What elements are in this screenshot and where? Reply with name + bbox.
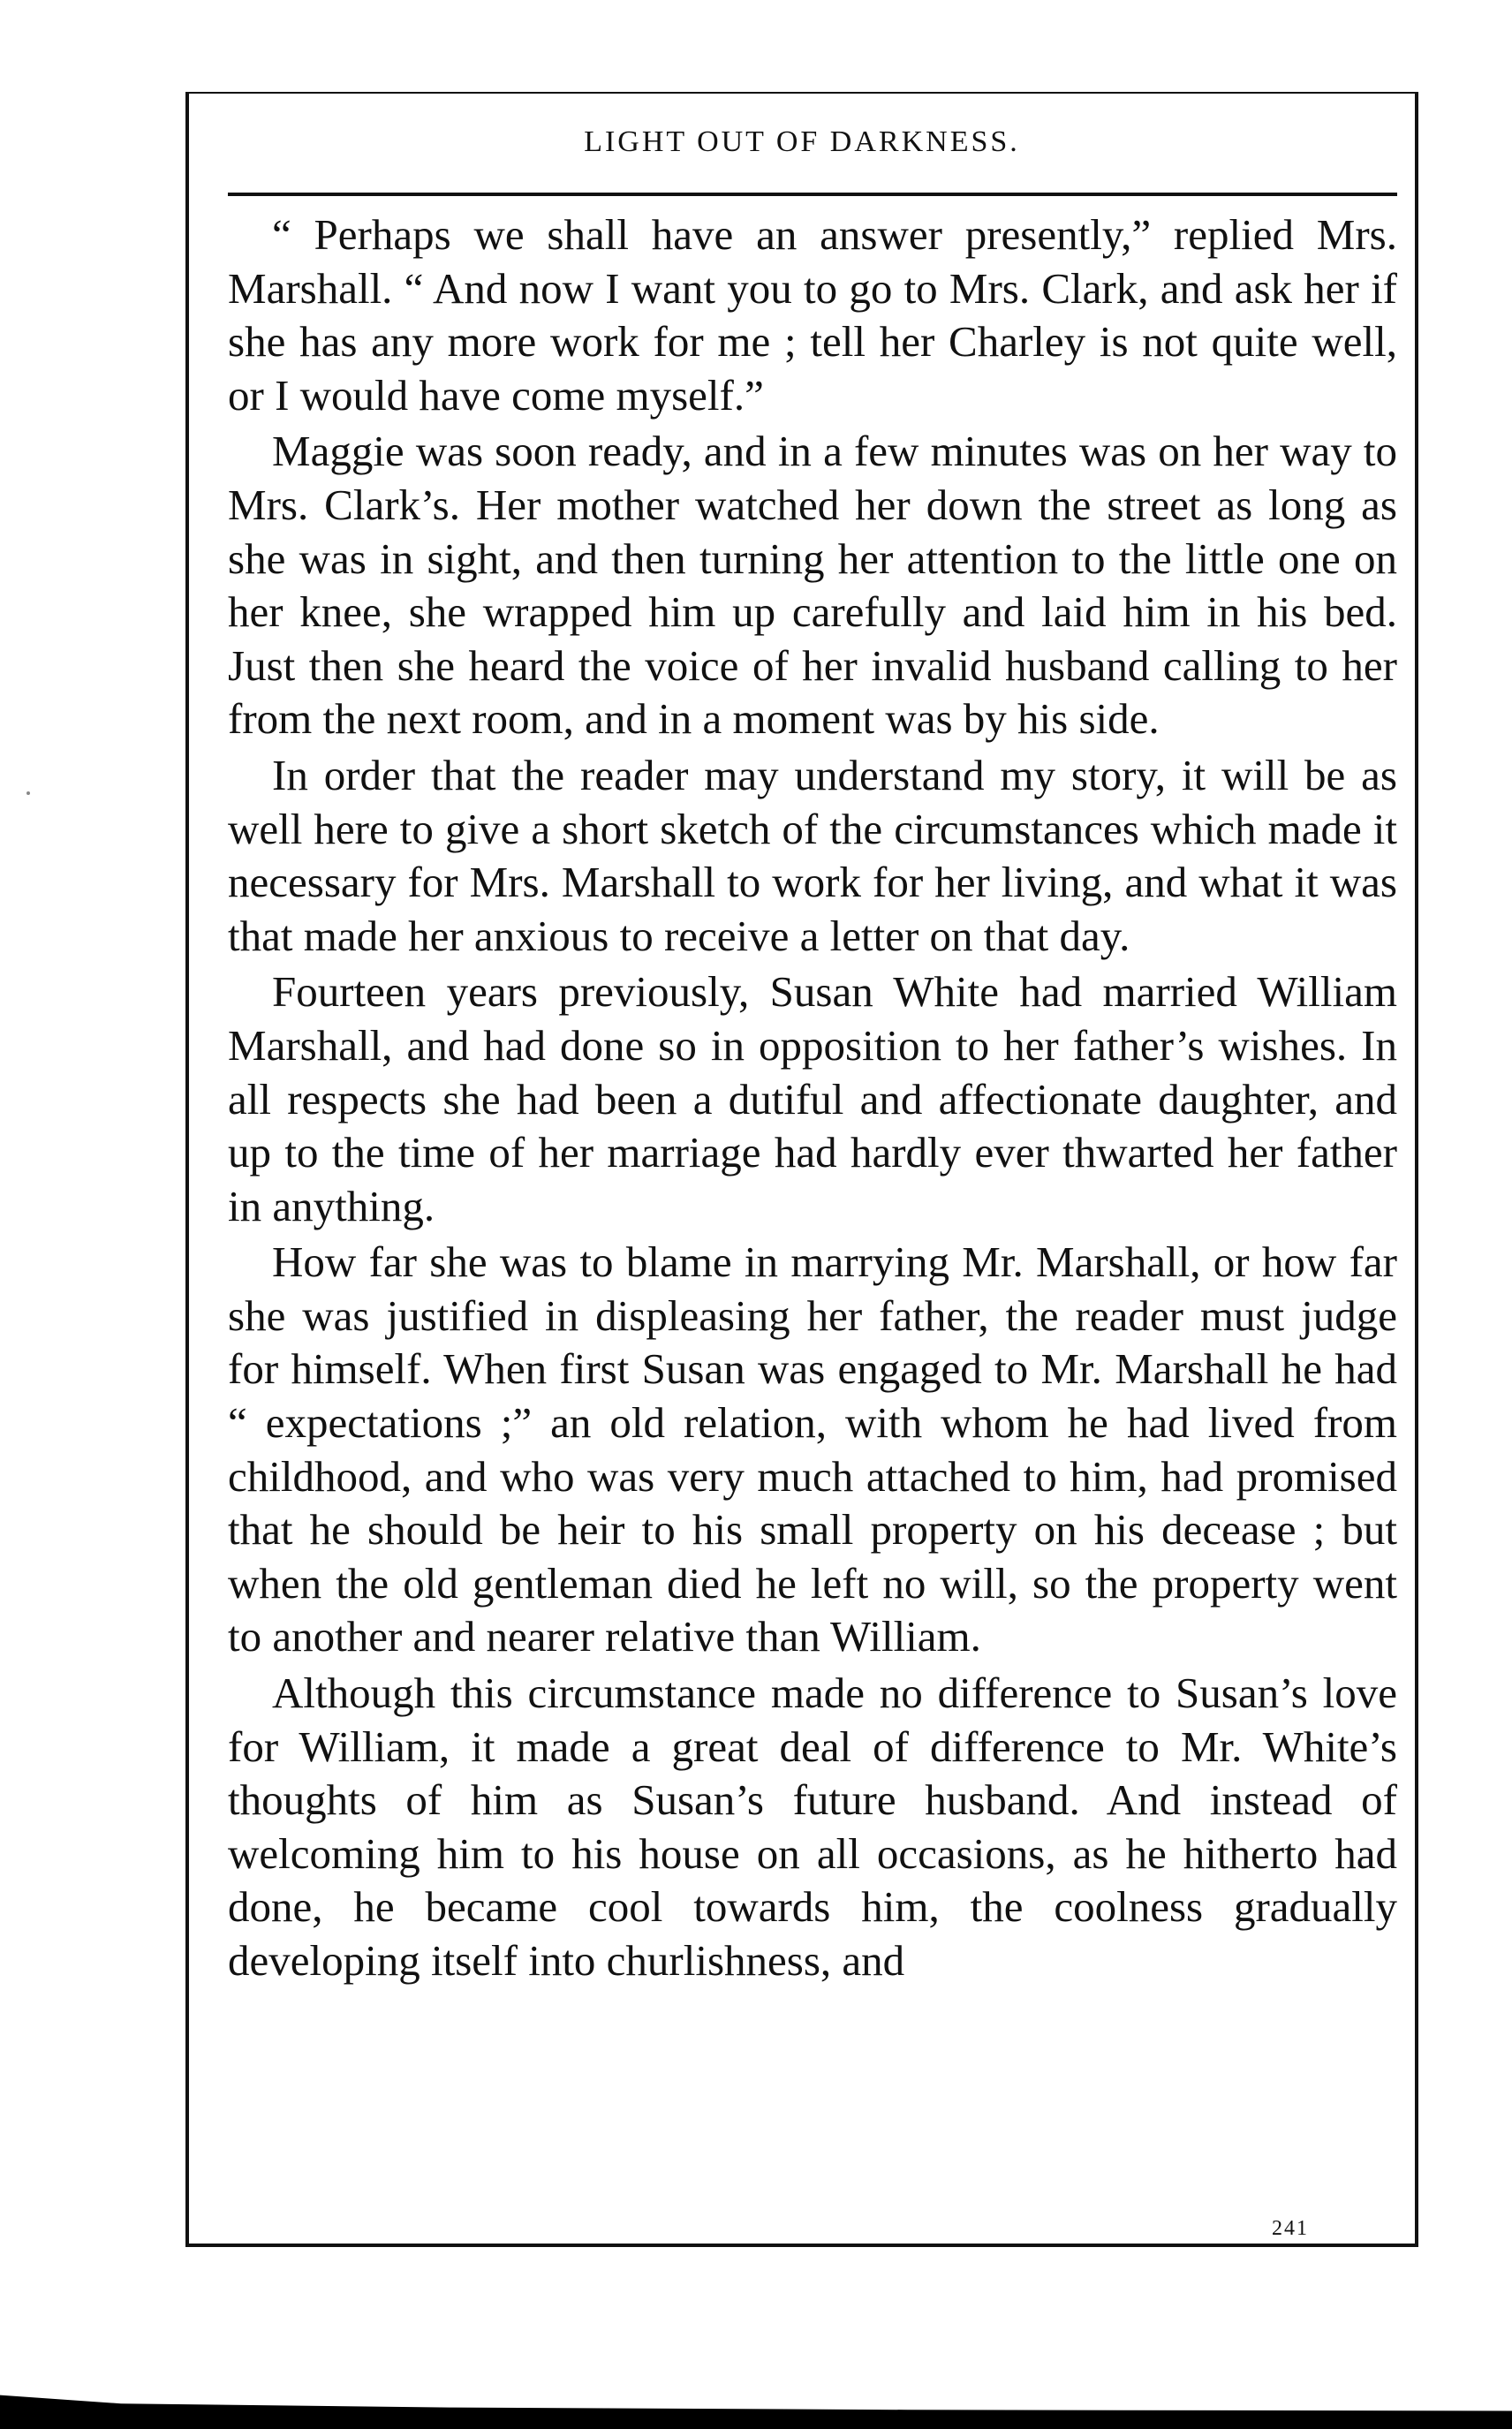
header-rule — [228, 193, 1397, 196]
margin-speck — [26, 791, 30, 795]
paragraph-6: Although this circumstance made no difference to Susan’s love for William, it made a great deal of difference to Mr. White’s thoughts of him as Susan’s future husband. And instead of welcoming him to his house on all occasions, as he hitherto had done, he became cool towards him, the coolness gradually developing itself into churlishness, and — [228, 1669, 1397, 1985]
text-body — [228, 208, 1397, 1991]
paragraph-3: In order that the reader may understand my story, it will be as well here to give a short sketch of the circumstances which made it necessary for Mrs. Marshall to work for her living, and what it was that made her anxious to receive a letter on that day. — [228, 750, 1397, 960]
page-number: 241 — [1272, 2217, 1309, 2240]
page-frame — [185, 92, 1418, 2247]
paragraph-2: Maggie was soon ready, and in a few minutes was on her way to Mrs. Clark’s. Her mother watched her down the street as long as she was in sight, and then turning her attention to the little one on her knee, she wrapped him up carefully and laid him in his bed. Just then she heard the voice of her invalid husband calling to her from the next room, and in a moment was by his side. — [228, 427, 1397, 744]
paragraph-5: How far she was to blame in marrying Mr. Marshall, or how far she was justified in displeasing her father, the reader must judge for himself. When first Susan was engaged to Mr. Marshall he had “ expectations ;” an old relation, with whom he had lived from childhood, and who was very much attached to him, had promised that he should be heir to his small property on his decease ; but when the old gentleman died he left no will, so the property went to another and nearer relative than William. — [228, 1237, 1397, 1661]
paragraph-1: “ Perhaps we shall have an answer presently,” replied Mrs. Marshall. “ And now I want you to go to Mrs. Clark, and ask her if she has any more work for me ; tell her Charley is not quite well, or I would have come myself.” — [228, 210, 1397, 420]
scan-edge-shadow — [0, 2372, 1512, 2429]
paragraph-4: Fourteen years previously, Susan White had married William Marshall, and had done so in opposition to her father’s wishes. In all respects she had been a dutiful and affectionate daughter, and up to the time of her marriage had hardly ever thwarted her father in anything. — [228, 967, 1397, 1230]
running-head: LIGHT OUT OF DARKNESS. — [584, 125, 1020, 158]
